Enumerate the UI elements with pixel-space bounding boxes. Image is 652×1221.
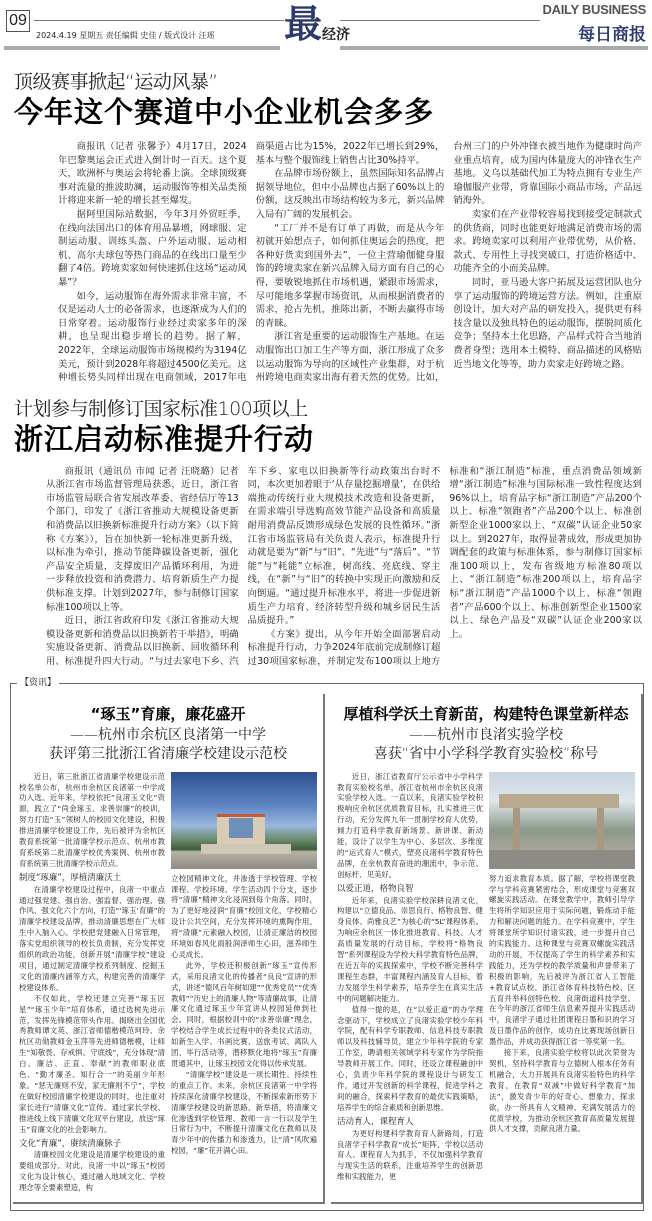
masthead [0, 0, 652, 56]
paragraph: 不仅如此，学校还建立完善“琢玉匠星”“琢玉少年”培育体系，通过选树先进示范，发挥先锋模范带头作用。揭晓出全国优秀教师谭文英、浙江省师德楷模范珂玲、余杭区功勋教师金玉萍等先进师德楷模，让师生“知敬畏、存戒惧、守底线”，充分体现“清白、廉洁、正直、奉献”的教师职业底色、“勤才廉圣、知行合一”的美丽少年形象。“惩无廉则不安，家无廉则不宁”，学校在做好校园清廉学校建设的同时，也注重对家长进行“清廉文化”宣传。通过家长学校、推进线上线下清廉文化双平台建设，放送“琢玉”育廉文化的社会影响力。 [19, 993, 165, 1134]
article2 [0, 397, 652, 669]
news-left-col-a [19, 772, 165, 1194]
news-left-col-b [171, 874, 317, 1158]
paragraph: 立校园精神文化，并渗透于学校管理、学校课程、学校环境、学生活动四个分支，逐步将“清廉”精神文化浸润到每个角落。同时，为了更好地浸润“育廉”校园文化，学校精心设计公共空间，充分发挥环境的熏陶作用，将“清廉”元素融入校园，让清正廉洁的校园环境如春风化雨般润泽师生心田，滋养师生心灵成长。 [171, 873, 317, 959]
article1 [0, 70, 652, 385]
news-left-columns [19, 772, 317, 1194]
paragraph: 商报讯（通讯员 市闻 记者 汪晓璐）记者从浙江省市场监督管理局获悉，近日，浙江省市场监管局联合省发展改革委、省经信厅等13个部门，印发了《浙江省推动大规模设备更新和消费品以旧换新标准提升行动方案》（以下简称《方案》），旨在加快新一轮标准更新升级，以标准为牵引，推动节能降碳设备更新，强化产品安全质量，支撑废旧产品循环利用，为进一步释放投资和消费潜力、培育新质生产力提供标准支撑。计划到2027年，参与制修订国家标准100项以上等。 [46, 465, 239, 613]
photo-gate-pillar [513, 808, 520, 850]
section-logo: 最 [284, 1, 323, 46]
paragraph: 近年来，良渚实验学校深耕良渚文化，构建以“立德良品、崇思良行、格物良智、健身良体、尚雅良艺”为核心的“5L”课程体系。为响应余杭区一体化推进教育、科技、人才高质量发展的行动目标，学校将“格物良智”系列课程设为学校大科学教育特色品牌，在近五年的实践探索中，学校不断完善科学课程生态群，丰富课程内涵及育人目标，着力发展学生科学素养，培养学生在真实生活中的问题解决能力。 [337, 895, 483, 1003]
article2-body [46, 465, 642, 669]
news-right-subtitle-1: ——杭州市良渚实验学校 [409, 726, 563, 743]
paragraph: 值得一提的是，在“以爱正道”的办学理念驱动下，学校成立了良渚实验学校少年科学院，配有科学专职教师、信息科技专职教师以及科技辅导员，建立少年科学院的专家工作室，聘请相关领域学科专家作为学院指导教师开展工作。同时，还设立课程融创中心，负责少年科学院的课程设计与研发工作，通过开发创新的科学课程，促进学科之间的融合，探索科学教育的最优实践策略，培养学生的综合素质和创新思维。 [337, 1004, 483, 1112]
brand-english: DAILY BUSINESS [542, 2, 646, 17]
paragraph: 近日，第三批浙江省清廉学校建设示范校名单公布，杭州市余杭区良渚第一中学成功入选。近年来，学校依托“良渚玉文化”资源，践立了“尚金琢玉、求善崇廉”的校训，努力打造“玉”领树人的校园文化建设，积极推进清廉学校建设工作，先后被评为余杭区教育系统第一批清廉学校示范点、杭州市教育系统第二批清廉学校优秀案例、杭州市教育系统第三批清廉学校示范点。 [19, 771, 165, 868]
paragraph: 同时，亚马逊大客户拓展及运营团队也分享了运动服饰的跨境运营方法。例如，注重原创设计，加大对产品的研发投入，提供更有科技含量以及独具特色的运动服饰，摆脱同质化竞争；坚持本土化思路，产品样式符合当地消费者身型；选用本土模特、商品描述的风格贴近当地文化等等，助力卖家走好跨境之路。 [453, 276, 642, 370]
paragraph: 《方案》提出，从今年开始全面部署启动标准提升行动，力争2024年底前完成制修订超过30项国家标准，并制定发布100项以上地方标准和“浙江制造”标准，重点消费品领域新增“浙江制造”标准与国际标准一致性程度达到96%以上，培育品字标“浙江制造”产品200个以上、标准“领跑者”产品200个以上、标准创新型企业1000家以上、“双碳”认证企业50家以上。到2027年，取得显著成效，形成更加协调配套的政策与标准体系，参与制修订国家标准100项以上，发布省级地方标准80项以上、“浙江制造”标准200项以上，培育品字标“浙江制造”产品1000个以上、标准“领跑者”产品600个以上、标准创新型企业1500家以上、绿色产品及“双碳”认证企业200家以上。 [247, 465, 642, 667]
header-rule [340, 20, 540, 21]
news-left-subtitle-2: 获评第三批浙江省清廉学校建设示范校 [49, 745, 287, 762]
article2-headline: 浙江启动标准提升行动 [14, 421, 315, 456]
header-gray-rule [340, 46, 648, 50]
paragraph: 在清廉学校建设过程中，良渚一中重点通过强党建、强自治、强监督、强治理、强作风、强文化六个方向，打造“‘琢玉’育廉”的清廉学校建设品牌，推动清廉思想在广大师生中入脑入心。学校把党建融入日常管理，落实党组织领导的校长负责制，充分发挥党组织的政治功能，创新开展“清廉学校”建设项目，通过制定清廉学校系列制度、挖掘玉文化的清廉内涵等方式，构建完善的清廉学校建设体系。 [19, 884, 165, 992]
subheading: 以爱正道，格物良智 [337, 883, 414, 894]
paragraph: 如今，运动服饰在海外需求非常丰富，不仅是运动人士的必备需求，也逐渐成为人们的日常穿着。运动服饰行业经过卖家多年的深耕，也呈现出稳步增长的趋势。据了解，2022年，全球运动服饰市场规模约为3194亿美元，预计到2028年将超过4500亿美元。这种增长势头同样出现在电商领域，2017年电商渠道占比为15%，2022年已增长到29%，基本与整个服饰线上销售占比30%持平。 [58, 141, 445, 384]
article1-headline: 今年这个赛道中小企业机会多多 [14, 95, 435, 129]
news-left-col-b-wrap [171, 772, 317, 1194]
header-rule [34, 20, 284, 21]
news-right-col-a [337, 772, 483, 1184]
news-right-panel [331, 694, 643, 1204]
news-right-columns [337, 772, 635, 1184]
article1-body [58, 140, 642, 385]
paragraph: “清廉学校”建设是一项长期性、持续性的重点工作。未来，余杭区良渚第一中学将持续深化清廉学校建设，不断探索新形势下清廉学校建设的新思路、新举措，将清廉文化渗透到学校管理、教师一言一行以及学生日常行为中，不断提升清廉文化在教师以及青少年中的传播力和渗透力，让“清”风吹遍校园，“廉”花开满心田。 [171, 1069, 317, 1156]
paragraph: 接下来，良渚实验学校将以此次荣誉为契机，坚持科学教育与立德树人根本任务有机融合，大力开展具有良渚实验特色的科学教育，在教育“双减”中做好科学教育“加法”，激发青少年的好奇心、想象力、探求欲，办一所具有人文精神、充满发展活力的优质学校，为推动余杭区教育高质量发展提供人才支撑，贡献良渚力量。 [489, 1048, 635, 1134]
photo-gate-pillar [597, 808, 604, 850]
subheading: 活动育人，课程育人 [337, 1116, 414, 1127]
photo-gate-beam [499, 794, 619, 808]
page-number: 09 [6, 10, 30, 32]
paragraph: 努力追求教育本质。据了解，学校将课堂教学与学科竞赛紧密结合，形成课堂与竞赛双螺旋实践活动。在课堂教学中，教师引导学生将所学知识应用于实际问题，锻炼动手能力和解决问题的能力。在学科竞赛中，学生将课堂所学知识付诸实践，进一步提升自己的实践能力。这种课堂与竞赛双螺旋实践活动的开展，不仅提高了学生的科学素养和实践能力，还为学校的教学质量和声誉带来了积极的影响，先后被评为浙江省人工智能+教育试点校、浙江省体育科技特色校、区五育并举科创特色校、良渚街道科技学堂。在今年的浙江省师生信息素养提升实践活动中，良渚学子通过社团课程日墨和识的学习及日墨作品的创作，成功在比赛现场创新日墨作品，并成功获得浙江省一等奖第一名。 [489, 873, 635, 1047]
paragraph: “工厂并不是有订单了再做，而是从今年初就开始想点子，如何抓住奥运会的热度，把各种好货卖到国外去”，一位主营瑜伽健身服饰的跨境卖家在新兴品牌入局方面有自己的心得，要敏锐地抓住市场机遇，紧跟市场需求，尽可能地多掌握市场资讯，从而根据消费者的需求，抢占先机，推陈出新，不断去赢得市场的青睐。 [255, 222, 445, 329]
paragraph: 在品牌市场份额上，虽然国际知名品牌占据领导地位，但中小品牌也占据了60%以上的份额，这反映出市场结构较为多元，新兴品牌入局有广阔的发展机会。 [255, 168, 445, 220]
news-right-subtitle-2: 喜获“省中小学科学教育实验校”称号 [373, 745, 599, 762]
school-photo-liangzhu-no1 [171, 772, 317, 869]
section-name: 经济 [322, 27, 350, 43]
paragraph: 卖家们在产业带较容易找到接受定制款式的供货商，同时也能更好地满足消费市场的需求。跨境卖家可以利用产业带优势，从价格、款式、专用性上寻找突破口，打造价格适中、功能齐全的小而美品牌。 [453, 208, 642, 275]
news-panels [13, 694, 641, 1204]
paragraph: 此外，学校还积极创新“琢玉”宣传形式，采用良渚文化的传播者“良良”宣讲的形式，讲述“德风百年树如建”“优秀党员”“优秀教师”“历史上的清廉人物”等清廉故事，让清廉文化通过琢玉少年宣讲从校园延伸到社会。同时，根据校训中的“求善崇廉”理念，学校结合学生成长过程中的各类仪式活动，如新生入学、书画比赛、送旅考试、离队入团、毕行活动等，潜移默化地将“琢玉”育廉贯通其中，让琢玉校园文化得以传承发展。 [171, 960, 317, 1068]
dateline: 2024.4.19 星期五 责任编辑 史佳 / 版式设计 汪瑶 [36, 31, 215, 40]
brand-chinese: 每日商报 [578, 25, 646, 45]
subheading: 制度“琢廉”，厚植清廉沃土 [19, 872, 122, 883]
paragraph: 近日，浙江省政府印发《浙江省推动大规模设备更新和消费品以旧换新若干举措》，明确实施设备更新、消费品以旧换新、回收循环利用、标准提升四大行动。“与过去家电下乡、汽车下乡、家电以旧换新等行动政策出台时不同，本次更加着眼于‘从存量挖掘增量’，在供给端推动传统行业大规模技术改造和设备更新，在需求端引导选购高效节能产品设备和高质量耐用消费品反馈形成绿色发展的良性循环。”浙江省市场监管局有关负责人表示，标准提升行动就是要为“新”与“旧”、“先进”与“落后”、“节能”与“耗能”立标准，树高线、亮底线、穿主线，在“新”与“旧”的转换中实现正向激励和反向倒逼。“通过提升标准水平，将进一步促进新质生产力培育、经济转型升级和城乡居民生活品质提升。” [46, 465, 441, 667]
news-left-title: “琢玉”育廉，廉花盛开 [90, 704, 246, 723]
subheading: 文化“育廉”，赓续清廉脉子 [19, 1138, 122, 1149]
news-right-col-b [489, 874, 635, 1136]
news-right-title: 厚植科学沃土育新苗，构建特色课堂新样态 [343, 704, 629, 723]
school-photo-liangzhu-experimental [489, 772, 635, 869]
paragraph: 据阿里国际站数据，今年3月外贸旺季，在线向法国出口的体育用品暴增，网球服、定制运动服、训练头盔、户外运动服、运动相机、高尔夫球包等热门商品的在线出口量至少翻了4倍。跨境卖家如何快速抓住这场“运动风暴”？ [58, 208, 247, 288]
paragraph: 近日，浙江省教育厅公示省中小学科学教育实验校名单，浙江省杭州市余杭区良渚实验学校入选。一直以来，良渚实验学校积极响应余杭区优质教育目标，扎实推进三优行动，充分发挥九年一贯制学校育人优势，倾力打造科学教育新场景、新讲课、新动能，设计了以学生为中心、多层次、多维度的“运式育人”模式，塑亮良渚科学教育特色品牌，在余杭教育奋进的潮流中，争示范、创标杆、见美好。 [337, 771, 483, 879]
paragraph: 为更好构建科学教育育人新路局，打造良渚学子科学教育“成长”矩阵，学校以活动育人、课程育人为抓手，不仅加强科学教育与现实生活的联系，注重培养学生的创新思维和实践能力，更 [337, 1128, 483, 1182]
article1-kicker: 顶级赛事掀起“运动风暴” [14, 71, 218, 93]
news-box-label: 【资讯】 [17, 677, 59, 690]
news-left-panel [13, 694, 325, 1204]
news-left-subtitle-1: ——杭州市余杭区良渚第一中学 [70, 726, 266, 743]
news-right-col-b-wrap [489, 772, 635, 1184]
photo-stone-sign [201, 844, 291, 854]
header-gray-rule [4, 46, 280, 50]
paragraph: 浙江省是重要的运动服饰生产基地。在运动服饰出口加工生产等方面，浙江形成了众多以运动服饰为导向的区域性产业集群，对于杭州跨境电商卖家出海有着天然的优势。比如，台州三门的户外冲锋衣被当地作为健康时尚产业重点培育，成为国内体量庞大的冲锋衣生产基地。义乌以基础代加工为特点拥有专业生产瑜伽服产业带，背靠国际小商品市场，产品远销海外。 [255, 141, 642, 384]
photo-window [229, 818, 253, 838]
news-box [10, 677, 644, 1211]
article2-kicker: 计划参与制修订国家标准100项以上 [14, 397, 308, 420]
photo-ground [489, 850, 635, 869]
paragraph: 清廉校园文化建设是清廉学校建设的重要组成部分。对此，良渚一中以“琢玉”校园文化为设计核心，通过融入地域文化、学校理念等全要素塑造，构 [19, 1150, 165, 1193]
paragraph: 商报讯（记者 张馨予）4月17日，2024年巴黎奥运会正式进入倒计时一百天。这个夏天，欧洲杯与奥运会将轮番上演。全球顶级赛事对流量的推波助澜，运动服饰等相关品类预计将迎来新一轮的增长甚至爆发。 [58, 141, 247, 207]
